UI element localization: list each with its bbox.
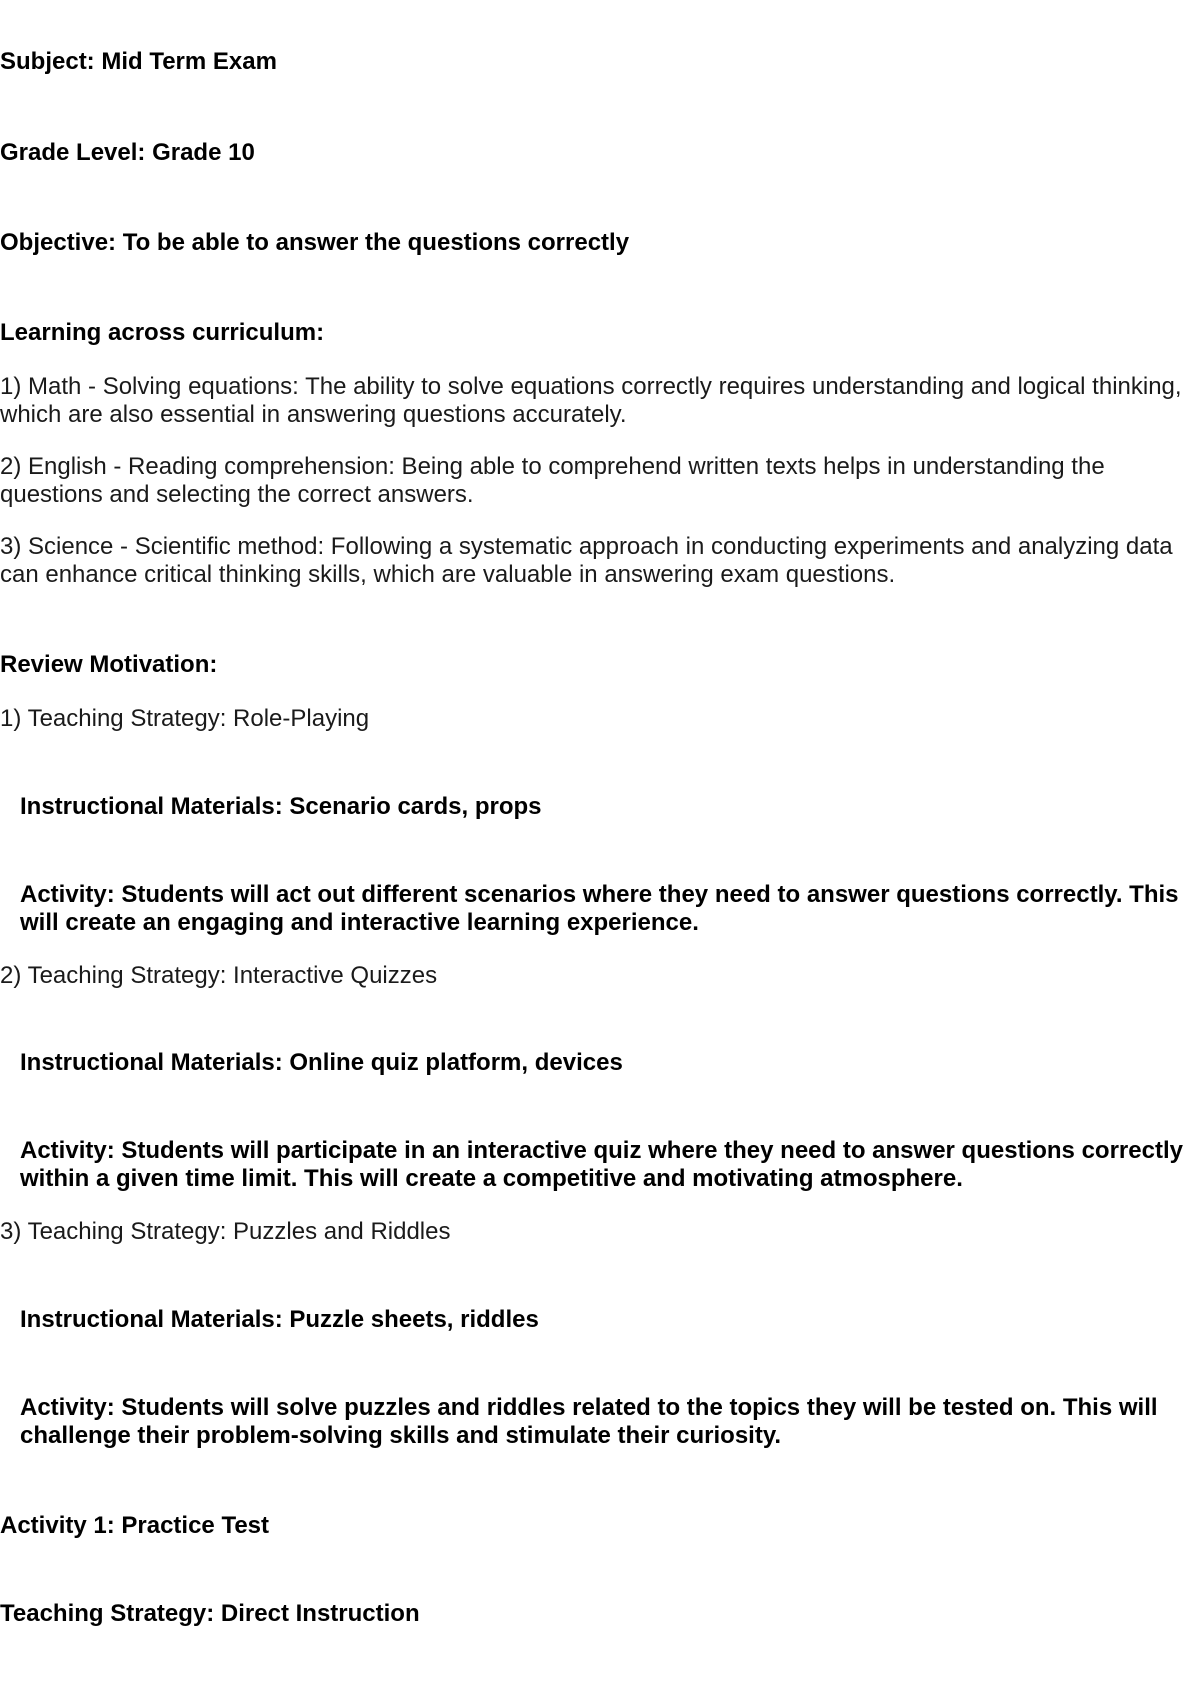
objective-line: Objective: To be able to answer the questions correctly xyxy=(0,229,630,256)
strategy-2-activity: Activity: Students will participate in an interactive quiz where they need to answer questions correctly within a given time limit. This will create a competitive and motivating atmosphere. xyxy=(20,1137,1183,1192)
grade-level-line: Grade Level: Grade 10 xyxy=(0,139,255,166)
strategy-3-materials: Instructional Materials: Puzzle sheets, riddles xyxy=(20,1306,539,1333)
strategy-2-materials: Instructional Materials: Online quiz platform, devices xyxy=(20,1049,623,1076)
curriculum-item-science: 3) Science - Scientific method: Following a systematic approach in conducting experiments and analyzing data can enhance critical thinking skills, which are valuable in answering exam questions. xyxy=(0,533,1173,588)
strategy-2-title: 2) Teaching Strategy: Interactive Quizzes xyxy=(0,962,438,989)
strategy-3-activity: Activity: Students will solve puzzles and riddles related to the topics they will be tested on. This will challenge their problem-solving skills and stimulate their curiosity. xyxy=(20,1394,1158,1449)
activity1-title: Activity 1: Practice Test xyxy=(0,1512,270,1539)
strategy-3-title: 3) Teaching Strategy: Puzzles and Riddles xyxy=(0,1218,451,1245)
subject-line: Subject: Mid Term Exam xyxy=(0,48,277,75)
strategy-1-activity: Activity: Students will act out different scenarios where they need to answer questions correctly. This will create an engaging and interactive learning experience. xyxy=(20,881,1179,936)
strategy-1-materials: Instructional Materials: Scenario cards, props xyxy=(20,793,542,820)
curriculum-item-english: 2) English - Reading comprehension: Being able to comprehend written texts helps in understanding the questions and selecting the correct answers. xyxy=(0,453,1105,508)
curriculum-item-math: 1) Math - Solving equations: The ability to solve equations correctly requires understanding and logical thinking, which are also essential in answering questions accurately. xyxy=(0,373,1182,428)
activity1-strategy: Teaching Strategy: Direct Instruction xyxy=(0,1600,420,1627)
curriculum-heading: Learning across curriculum: xyxy=(0,319,325,346)
strategy-1-title: 1) Teaching Strategy: Role-Playing xyxy=(0,705,370,732)
review-heading: Review Motivation: xyxy=(0,651,218,678)
